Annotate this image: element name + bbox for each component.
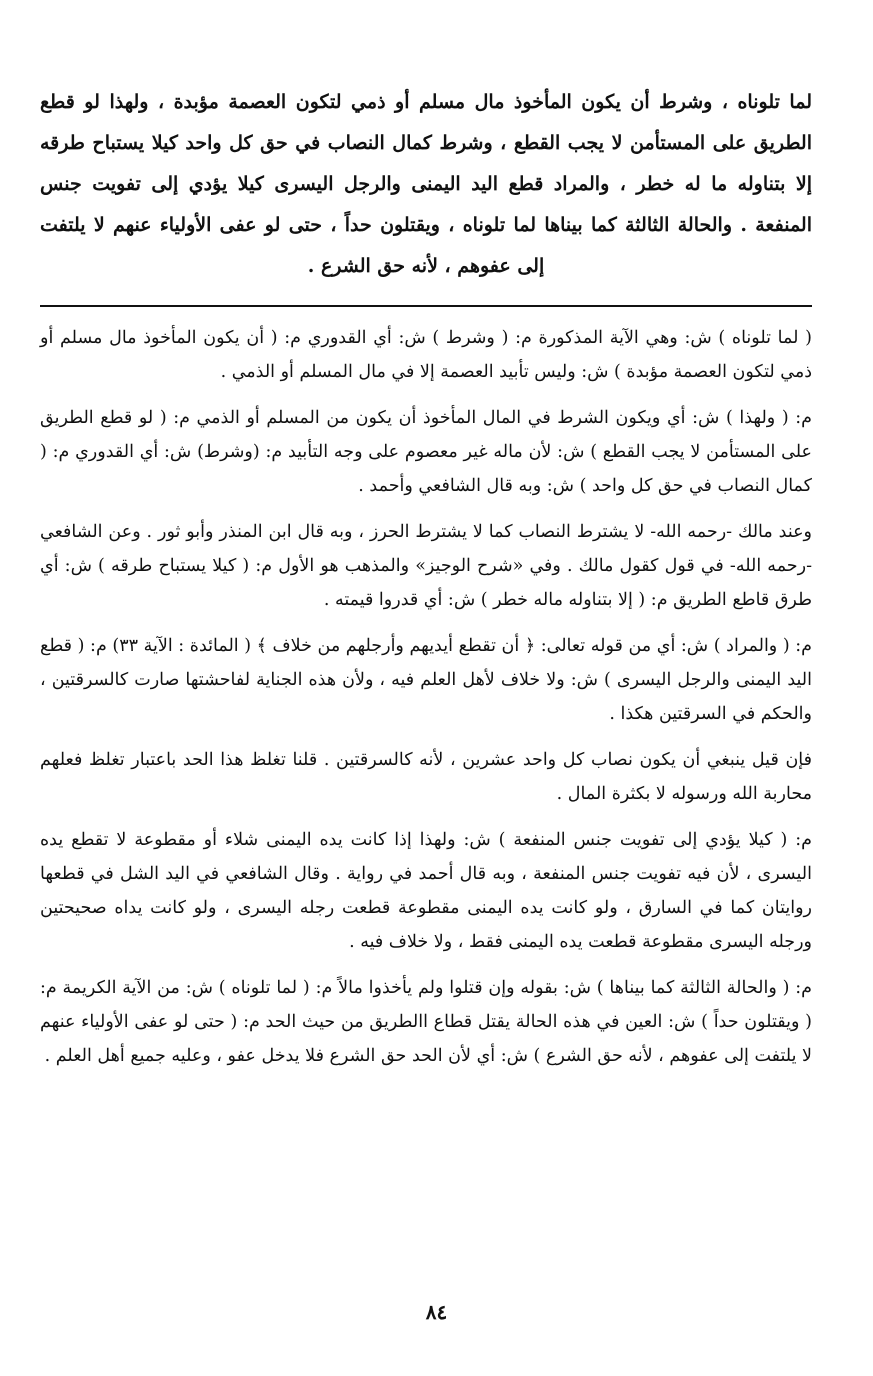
section-divider: [40, 305, 812, 307]
main-text: لما تلوناه ، وشرط أن يكون المأخوذ مال مسلم أو ذمي لتكون العصمة مؤبدة ، ولهذا لو قطع الطريق على المستأمن لا يجب القطع ، وشرط كمال النصاب في حق كل واحد كيلا يستباح طرقه إلا بتناوله ما له خطر ، والمراد قطع اليد اليمنى والرجل اليسرى كيلا يؤدي إلى تفويت جنس المنفعة . والحالة الثالثة كما بيناها لما تلوناه ، ويقتلون حداً ، حتى لو عفى الأولياء عنهم لا يلتفت إلى عفوهم ، لأنه حق الشرع .: [40, 91, 812, 277]
commentary-paragraph: وعند مالك -رحمه الله- لا يشترط النصاب كما لا يشترط الحرز ، وبه قال ابن المنذر وأبو ثور . وعن الشافعي -رحمه الله- في قول كقول مالك . وفي «شرح الوجيز» والمذهب هو الأول م: ( كيلا يستباح طرقه ) ش: أي طرق قاطع الطريق م: ( إلا بتناوله ماله خطر ) ش: أي قدروا قيمته .: [40, 522, 812, 610]
page-number: ٨٤: [425, 1300, 448, 1324]
commentary-paragraph: م: ( والحالة الثالثة كما بيناها ) ش: بقوله وإن قتلوا ولم يأخذوا مالاً م: ( لما تلوناه ) ش: من الآية الكريمة م: ( ويقتلون حداً ) ش: العين في هذه الحالة يقتل قطاع االطريق من حيث الحد م: ( حتى لو عفى الأولياء عنهم لا يلتفت إلى عفوهم ، لأنه حق الشرع ) ش: أي لأن الحد حق الشرع فلا يدخل عفو ، وعليه جميع أهل العلم .: [40, 978, 812, 1066]
commentary-paragraph: ( لما تلوناه ) ش: وهي الآية المذكورة م: ( وشرط ) ش: أي القدوري م: ( أن يكون المأخوذ مال مسلم أو ذمي لتكون العصمة مؤبدة ) ش: وليس تأبيد العصمة إلا في مال المسلم أو الذمي .: [40, 328, 812, 382]
commentary-paragraph: م: ( ولهذا ) ش: أي ويكون الشرط في المال المأخوذ أن يكون من المسلم أو الذمي م: ( لو قطع الطريق على المستأمن لا يجب القطع ) ش: لأن ماله غير معصوم على وجه التأبيد م: (وشرط) ش: أي القدوري م: ( كمال النصاب في حق كل واحد ) ش: وبه قال الشافعي وأحمد .: [40, 408, 812, 496]
commentary-paragraph: فإن قيل ينبغي أن يكون نصاب كل واحد عشرين ، لأنه كالسرقتين . قلنا تغلظ هذا الحد باعتبار تغلظ فعلهم محاربة الله ورسوله لا بكثرة المال .: [40, 750, 812, 804]
commentary-paragraph: م: ( كيلا يؤدي إلى تفويت جنس المنفعة ) ش: ولهذا إذا كانت يده اليمنى شلاء أو مقطوعة لا تقطع يده اليسرى ، لأن فيه تفويت جنس المنفعة ، وبه قال أحمد في رواية . وقال الشافعي في اليد الشل في قطعها روايتان كما في السارق ، ولو كانت يده اليمنى مقطوعة قطعت رجله اليسرى ، ولو كانت يداه صحيحتين ورجله اليسرى مقطوعة قطعت يده اليمنى فقط ، ولا خلاف فيه .: [40, 830, 812, 952]
page-content: [40, 82, 812, 1085]
commentary-paragraph: م: ( والمراد ) ش: أي من قوله تعالى: ﴿ أن تقطع أيديهم وأرجلهم من خلاف ﴾ ( المائدة : الآية ٣٣) م: ( قطع اليد اليمنى والرجل اليسرى ) ش: ولا خلاف لأهل العلم فيه ، ولأن هذه الجناية لفاحشتها صارت كالسرقتين ، والحكم في السرقتين هكذا .: [40, 636, 813, 724]
